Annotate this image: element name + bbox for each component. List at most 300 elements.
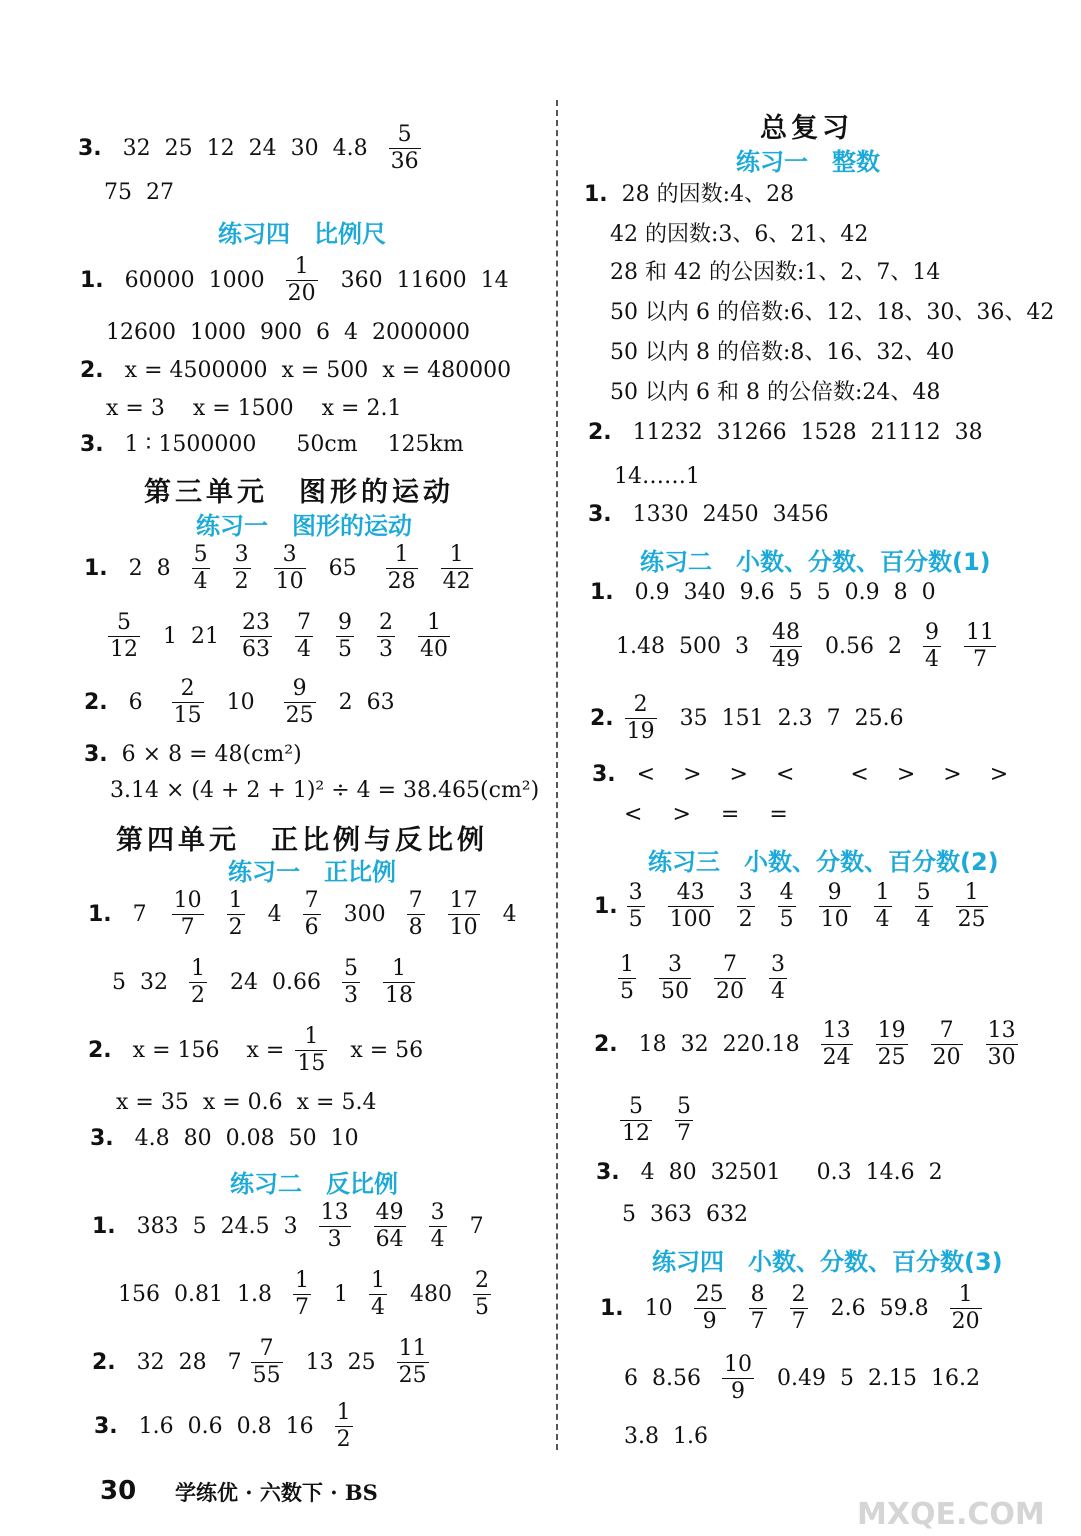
answer-value: 4	[771, 979, 785, 1004]
fraction	[293, 1268, 311, 1321]
answer-value: 1000	[190, 320, 246, 345]
answer-value: 4.8	[134, 1126, 170, 1151]
answer-value: 17	[449, 888, 478, 913]
section-heading: 练习四 小数、分数、百分数(3)	[652, 1248, 1003, 1276]
answer-value: 3	[274, 542, 306, 569]
answer-value: 10	[173, 888, 202, 913]
answer-value: 2	[338, 689, 353, 715]
answer-value: 900	[260, 320, 302, 345]
answer-value: 18	[638, 1031, 667, 1057]
answer-value: x = 35	[116, 1090, 189, 1115]
answer-value: 1	[620, 952, 634, 977]
answer-value: 20	[951, 1309, 980, 1334]
answer-value: 38	[954, 420, 983, 445]
answer-value: 5	[474, 1295, 489, 1320]
answer-value: 7	[677, 1121, 691, 1146]
question-number: 3.	[588, 502, 612, 527]
question-number: 2.	[80, 358, 104, 383]
fraction	[383, 956, 415, 1009]
question-number: 2.	[84, 689, 108, 715]
answer-row	[594, 1018, 1034, 1071]
answer-value: =	[769, 802, 788, 827]
answer-value: 19	[626, 719, 655, 744]
fraction	[233, 542, 251, 595]
fraction	[819, 880, 851, 933]
answer-value: 5	[108, 610, 140, 637]
answer-value: 3	[283, 1213, 298, 1239]
watermark-logo	[851, 1466, 1071, 1532]
unit-title: 第四单元 正比例与反比例	[116, 825, 488, 856]
answer-value: 1.6	[138, 1413, 174, 1439]
answer-value: >	[896, 762, 916, 787]
fraction	[274, 542, 306, 595]
answer-value: 75	[104, 180, 132, 205]
answer-value: 25	[695, 1282, 724, 1307]
fraction	[749, 1282, 767, 1335]
answer-value: 9.6	[739, 580, 775, 605]
question-number: 3.	[94, 1413, 118, 1439]
answer-value: 3	[734, 633, 749, 659]
answer-row: 14……1	[614, 464, 700, 489]
answer-value: 55	[252, 1363, 281, 1388]
answer-value: 80	[183, 1126, 212, 1151]
answer-row	[116, 1092, 390, 1114]
answer-value: 2	[928, 1160, 943, 1185]
fraction	[473, 1268, 491, 1321]
answer-value: 20	[932, 1045, 961, 1070]
answer-value: 300	[343, 901, 386, 927]
fraction	[189, 956, 207, 1009]
section-heading: 练习二 小数、分数、百分数(1)	[640, 548, 991, 576]
answer-value: 4	[916, 907, 931, 932]
unit-title: 第三单元 图形的运动	[144, 477, 454, 508]
answer-value: x = 1500	[192, 396, 294, 421]
fraction	[821, 1018, 853, 1071]
fraction	[675, 1094, 693, 1147]
answer-value: 13	[822, 1018, 851, 1043]
answer-row	[584, 184, 808, 206]
answer-value: 24	[230, 969, 258, 995]
watermark-text: MXQE.COM	[857, 1497, 1045, 1532]
answer-value: 2450	[702, 502, 759, 527]
answer-value: 48	[771, 620, 800, 645]
answer-value: 49	[375, 1200, 404, 1225]
answer-value: 10	[226, 689, 255, 715]
answer-value: 4	[875, 907, 890, 932]
answer-value: 340	[683, 580, 726, 605]
answer-value: 1	[386, 542, 418, 569]
question-number: 1.	[92, 1213, 116, 1239]
answer-value: 2	[336, 1427, 351, 1452]
fraction	[418, 610, 450, 663]
answer-row	[616, 620, 1012, 673]
question-number: 3.	[78, 135, 102, 161]
answer-value: 35	[679, 705, 708, 731]
answer-value: 2	[234, 569, 249, 594]
answer-value: 5	[916, 880, 931, 905]
answer-value: 156	[118, 1281, 160, 1307]
answer-value: 50	[661, 979, 689, 1004]
fraction	[964, 620, 996, 673]
answer-value: 1	[875, 880, 890, 905]
answer-row	[622, 1204, 762, 1226]
answer-value: 49	[771, 647, 800, 672]
answer-row	[588, 504, 843, 526]
fraction	[722, 1352, 754, 1405]
answer-value: 1	[956, 880, 988, 907]
page-number: 30	[100, 1476, 137, 1506]
answer-value: x = 480000	[382, 358, 512, 383]
fraction	[286, 254, 318, 307]
answer-value: 16.2	[930, 1365, 980, 1391]
fraction	[240, 610, 272, 663]
answer-value: 42	[442, 569, 471, 594]
answer-value: 1	[950, 1282, 982, 1309]
answer-value: 1.48	[616, 633, 665, 659]
answer-value: 5	[389, 122, 421, 149]
answer-value: 4	[344, 320, 358, 345]
answer-value: 7	[714, 952, 746, 979]
answer-value: x = 3	[106, 396, 165, 421]
answer-value: >	[683, 762, 702, 787]
fraction	[377, 610, 395, 663]
answer-value: 20	[716, 979, 744, 1004]
answer-value: 31266	[716, 420, 787, 445]
answer-value: 9	[924, 620, 939, 645]
answer-value: 220.18	[722, 1031, 800, 1057]
answer-value: x = 156	[132, 1037, 220, 1063]
answer-value: 0.6	[187, 1413, 223, 1439]
question-number: 3.	[592, 762, 616, 787]
answer-value: 3456	[772, 502, 829, 527]
answer-value: 6	[624, 1365, 638, 1391]
answer-value: x = 0.6	[202, 1090, 283, 1115]
fraction	[790, 1282, 808, 1335]
answer-row	[94, 1400, 369, 1453]
answer-value: 632	[706, 1202, 748, 1227]
answer-value: 1 ∶ 1500000	[124, 432, 257, 457]
answer-value: 32	[122, 135, 151, 161]
fraction	[956, 880, 988, 933]
fraction	[659, 952, 691, 1005]
answer-value: 8	[156, 555, 171, 581]
fraction	[618, 952, 636, 1005]
question-number: 2.	[590, 705, 614, 731]
answer-value: 1000	[208, 267, 265, 293]
answer-value: 3	[234, 542, 249, 567]
answer-value: 2	[191, 983, 205, 1008]
answer-value: 50cm	[296, 432, 358, 457]
answer-value: 1	[295, 1024, 327, 1051]
fraction	[714, 952, 746, 1005]
answer-value: 63	[242, 637, 270, 662]
answer-row	[112, 956, 431, 1009]
answer-value: 1528	[800, 420, 857, 445]
answer-row: 50 以内 6 和 8 的公倍数:24、48	[610, 380, 941, 405]
answer-value: 8	[893, 580, 908, 605]
fraction	[778, 880, 796, 933]
answer-value: 5	[839, 1365, 854, 1391]
answer-value: 5	[816, 580, 831, 605]
answer-value: 6	[128, 689, 143, 715]
answer-value: 23	[242, 610, 270, 635]
fraction	[172, 676, 204, 729]
answer-value: 1	[294, 1268, 309, 1293]
answer-value: x = 2.1	[321, 396, 402, 421]
answer-value: 0.9	[634, 580, 670, 605]
fraction	[295, 610, 313, 663]
question-number: 1.	[80, 267, 104, 293]
answer-row: 3.14 × (4 + 2 + 1)² ÷ 4 = 38.465(cm²)	[110, 778, 540, 803]
answer-value: 4	[779, 880, 794, 905]
answer-value: 28	[387, 569, 416, 594]
answer-value: 7	[750, 1309, 765, 1334]
answer-row	[84, 542, 489, 595]
fraction	[694, 1282, 726, 1335]
answer-row	[106, 322, 484, 344]
answer-value: 25.6	[854, 705, 904, 731]
answer-value: 3	[430, 1200, 445, 1225]
answer-value: 5	[193, 542, 208, 567]
answer-value: 1	[370, 1268, 385, 1293]
answer-value: 5	[620, 979, 634, 1004]
fraction	[931, 1018, 963, 1071]
answer-value: 2	[379, 610, 393, 635]
answer-value: 14	[480, 267, 509, 293]
answer-value: 2	[128, 555, 143, 581]
question-number: 3.	[596, 1160, 620, 1185]
answer-value: 383	[136, 1213, 179, 1239]
answer-value: 5	[622, 1202, 636, 1227]
answer-value: 30	[987, 1045, 1016, 1070]
answer-value: 3.8	[624, 1424, 659, 1449]
section-heading: 练习三 小数、分数、百分数(2)	[648, 848, 999, 876]
answer-value: 4	[297, 637, 311, 662]
answer-value: 1330	[632, 502, 689, 527]
answer-row	[596, 1162, 957, 1184]
answer-value: 7	[227, 1349, 242, 1375]
answer-value: 7	[304, 888, 319, 913]
answer-value: 7	[972, 647, 987, 672]
answer-value: 10	[449, 915, 478, 940]
answer-value: 1	[333, 1281, 348, 1307]
answer-value: 12	[622, 1121, 650, 1146]
answer-value: 10	[275, 569, 304, 594]
answer-value: 2	[887, 633, 902, 659]
answer-value: 5	[620, 1094, 652, 1121]
answer-value: 40	[420, 637, 448, 662]
answer-value: 1	[286, 254, 318, 281]
answer-row	[592, 764, 1022, 786]
fraction	[342, 956, 360, 1009]
answer-row	[624, 804, 802, 826]
answer-row	[118, 1268, 507, 1321]
answer-value: 30	[290, 135, 319, 161]
answer-value: <	[636, 762, 656, 787]
answer-value: 11600	[396, 267, 467, 293]
question-number: 3.	[90, 1126, 114, 1151]
answer-row	[84, 676, 409, 729]
fraction	[923, 620, 941, 673]
answer-row	[80, 434, 478, 456]
question-number: 3.	[84, 742, 108, 767]
fraction	[386, 542, 418, 595]
question-number: 1.	[88, 901, 112, 927]
answer-row: 42 的因数:3、6、21、42	[610, 222, 869, 247]
answer-value: 12	[206, 135, 235, 161]
answer-value: 3	[379, 637, 393, 662]
answer-row	[618, 952, 803, 1005]
answer-value: >	[672, 802, 691, 827]
answer-row	[92, 1336, 445, 1389]
answer-value: 11	[398, 1336, 427, 1361]
answer-value: 4	[193, 569, 208, 594]
answer-value: 32	[136, 1349, 165, 1375]
answer-value: <	[775, 762, 795, 787]
answer-value: 11232	[632, 420, 703, 445]
answer-value: 0.9	[844, 580, 880, 605]
answer-value: 1	[441, 542, 473, 569]
answer-value: 32	[680, 1031, 709, 1057]
answer-value: 2.6	[830, 1295, 866, 1321]
answer-value: 32501	[710, 1160, 781, 1185]
answer-value: 5	[192, 1213, 207, 1239]
answer-value: <	[850, 762, 869, 787]
answer-value: 32	[140, 969, 168, 995]
answer-value: 7	[791, 1309, 806, 1334]
answer-value: 6	[316, 320, 330, 345]
answer-value: 1	[336, 1400, 351, 1425]
answer-value: 500	[678, 633, 721, 659]
answer-value: 5	[628, 907, 643, 932]
answer-value: 7	[251, 1336, 283, 1363]
answer-value: 13	[987, 1018, 1016, 1043]
answer-value: 8	[408, 915, 423, 940]
question-number: 2.	[88, 1037, 112, 1063]
answer-value: 7	[826, 705, 841, 731]
answer-value: 10	[644, 1295, 673, 1321]
answer-row	[588, 422, 997, 444]
fraction	[397, 1336, 429, 1389]
fraction	[876, 1018, 908, 1071]
answer-row	[88, 1024, 437, 1077]
answer-value: 24.5	[220, 1213, 270, 1239]
answer-value: 2	[625, 692, 657, 719]
answer-row	[594, 880, 1004, 933]
answer-value: 5	[788, 580, 803, 605]
answer-value: 363	[650, 1202, 692, 1227]
fraction	[227, 888, 245, 941]
answer-value: 100	[669, 907, 712, 932]
answer-value: x = 500	[281, 358, 369, 383]
answer-value: 7	[180, 915, 195, 940]
answer-value: 2	[791, 1282, 806, 1307]
fraction	[295, 1024, 327, 1077]
answer-value: 0.66	[272, 969, 321, 995]
answer-value: 3	[327, 1227, 342, 1252]
answer-value: 4	[267, 901, 282, 927]
answer-value: 0.8	[236, 1413, 272, 1439]
fraction	[336, 610, 354, 663]
answer-row	[88, 888, 531, 941]
answer-value: >	[943, 762, 962, 787]
answer-value: 3	[771, 952, 785, 977]
fraction	[284, 676, 316, 729]
answer-value: 7	[931, 1018, 963, 1045]
answer-value: 2	[172, 676, 204, 703]
answer-value: x = 56	[350, 1037, 424, 1063]
question-number: 1.	[84, 555, 108, 581]
answer-value: =	[720, 802, 740, 827]
answer-value: 65	[328, 555, 357, 581]
fraction	[319, 1200, 351, 1253]
answer-value: 1.6	[673, 1424, 708, 1449]
fraction	[625, 692, 657, 745]
answer-row	[624, 1352, 994, 1405]
answer-value: 7	[132, 901, 147, 927]
fraction	[192, 542, 210, 595]
answer-value: 3	[343, 983, 358, 1008]
answer-value: 9	[338, 610, 352, 635]
answer-value: 25	[398, 1363, 427, 1388]
answer-value: 12	[110, 637, 138, 662]
fraction	[374, 1200, 406, 1253]
answer-row	[106, 398, 415, 420]
answer-row	[80, 254, 523, 307]
answer-row: 28 和 42 的公因数:1、2、7、14	[610, 260, 941, 285]
answer-value: 0.81	[174, 1281, 223, 1307]
fraction	[407, 888, 425, 941]
fraction	[874, 880, 892, 933]
answer-value: 28 的因数:4、28	[621, 182, 795, 207]
fraction	[172, 888, 204, 941]
question-number: 1.	[600, 1295, 624, 1321]
fraction	[769, 952, 787, 1005]
answer-row: 50 以内 8 的倍数:8、16、32、40	[610, 340, 955, 365]
answer-value: 13	[305, 1349, 334, 1375]
answer-value: 5	[112, 969, 126, 995]
answer-value: 1	[191, 956, 205, 981]
answer-value: 7	[297, 610, 311, 635]
answer-value: x =	[246, 1037, 285, 1063]
answer-value: 15	[173, 703, 202, 728]
answer-row	[90, 1128, 373, 1150]
answer-value: 2.15	[867, 1365, 917, 1391]
answer-row	[600, 1282, 998, 1335]
fraction	[441, 542, 473, 595]
answer-value: 14.6	[865, 1160, 915, 1185]
answer-value: 4	[370, 1295, 385, 1320]
answer-value: 5	[677, 1094, 691, 1119]
answer-value: 480	[409, 1281, 452, 1307]
answer-value: 4	[502, 901, 517, 927]
answer-value: 1	[163, 623, 177, 649]
answer-value: 5	[779, 907, 794, 932]
answer-value: 25	[164, 135, 193, 161]
answer-value: 9	[702, 1309, 717, 1334]
answer-value: 125km	[387, 432, 464, 457]
answer-value: 43	[668, 880, 714, 907]
answer-value: 9	[284, 676, 316, 703]
answer-value: >	[729, 762, 748, 787]
answer-row	[84, 744, 316, 766]
section-heading: 练习一 正比例	[228, 858, 396, 886]
answer-value: 18	[384, 983, 413, 1008]
fraction	[429, 1200, 447, 1253]
answer-value: 25	[877, 1045, 906, 1070]
answer-value: 16	[285, 1413, 314, 1439]
answer-value: 8	[750, 1282, 765, 1307]
